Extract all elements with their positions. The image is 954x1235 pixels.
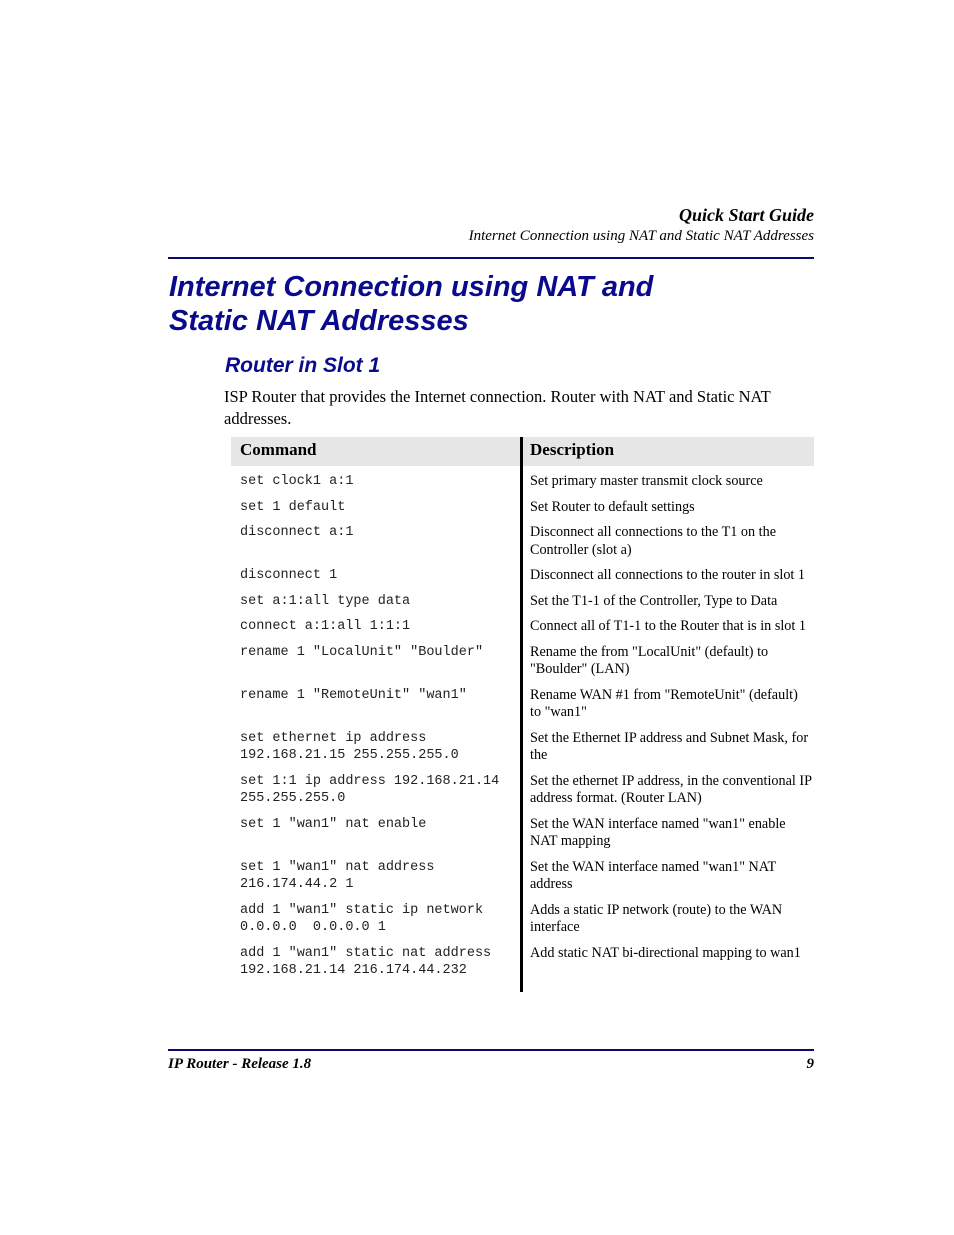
description-cell: Connect all of T1-1 to the Router that is in slot 1 xyxy=(530,618,806,634)
running-header-subtitle: Internet Connection using NAT and Static NAT Addresses xyxy=(468,228,814,244)
header-command: Command xyxy=(240,440,317,459)
column-divider xyxy=(520,437,523,992)
command-cell: disconnect a:1 xyxy=(240,525,354,540)
description-cell: Add static NAT bi-directional mapping to wan1 xyxy=(530,944,801,961)
command-cell: rename 1 "LocalUnit" "Boulder" xyxy=(240,644,484,660)
page-title-line2: Static NAT Addresses xyxy=(169,305,469,337)
page-title xyxy=(169,270,653,338)
command-cell: set a:1:all type data xyxy=(240,593,411,609)
command-cell: set 1 "wan1" nat address 216.174.44.2 1 xyxy=(240,859,435,892)
description-cell: Disconnect all connections to the T1 on the Controller (slot a) xyxy=(530,524,776,558)
page-title-line1: Internet Connection using NAT and xyxy=(169,271,654,303)
description-cell: Rename the from "LocalUnit" (default) to "Boulder" (LAN) xyxy=(530,643,769,677)
description-cell: Adds a static IP network (route) to the WAN interface xyxy=(530,901,783,935)
intro-paragraph: ISP Router that provides the Internet connection. Router with NAT and Static NAT addresses. xyxy=(224,387,771,428)
header-rule xyxy=(168,257,814,259)
command-cell: add 1 "wan1" static ip network 0.0.0.0 0.0.0.0 1 xyxy=(240,902,484,935)
command-cell: set clock1 a:1 xyxy=(240,474,354,489)
command-cell: rename 1 "RemoteUnit" "wan1" xyxy=(240,687,467,703)
description-cell: Set the WAN interface named "wan1" enable NAT mapping xyxy=(530,815,786,849)
command-cell: set 1 default xyxy=(240,499,346,515)
description-cell: Rename WAN #1 from "RemoteUnit" (default) to "wan1" xyxy=(530,686,798,720)
description-cell: Disconnect all connections to the router in slot 1 xyxy=(530,567,806,583)
description-cell: Set Router to default settings xyxy=(530,498,695,515)
command-cell: disconnect 1 xyxy=(240,568,338,583)
header-description: Description xyxy=(530,440,615,459)
footer-rule xyxy=(168,1049,814,1051)
section-title: Router in Slot 1 xyxy=(225,354,381,377)
footer-document-title: IP Router - Release 1.8 xyxy=(168,1056,312,1072)
description-cell: Set the ethernet IP address, in the conventional IP address format. (Router LAN) xyxy=(530,772,812,806)
command-cell: add 1 "wan1" static nat address 192.168.21.14 216.174.44.232 xyxy=(240,945,492,978)
description-cell: Set the T1-1 of the Controller, Type to Data xyxy=(530,592,778,609)
command-table xyxy=(231,437,814,980)
running-header-title: Quick Start Guide xyxy=(678,205,814,225)
command-cell: set 1:1 ip address 192.168.21.14 255.255.255.0 xyxy=(240,773,500,806)
command-cell: connect a:1:all 1:1:1 xyxy=(240,619,411,634)
description-cell: Set primary master transmit clock source xyxy=(530,473,763,489)
description-cell: Set the Ethernet IP address and Subnet Mask, for the xyxy=(530,729,809,763)
command-cell: set 1 "wan1" nat enable xyxy=(240,816,427,832)
description-cell: Set the WAN interface named "wan1" NAT address xyxy=(530,858,776,892)
command-cell: set ethernet ip address 192.168.21.15 255.255.255.0 xyxy=(240,730,459,763)
page-number: 9 xyxy=(806,1056,814,1072)
